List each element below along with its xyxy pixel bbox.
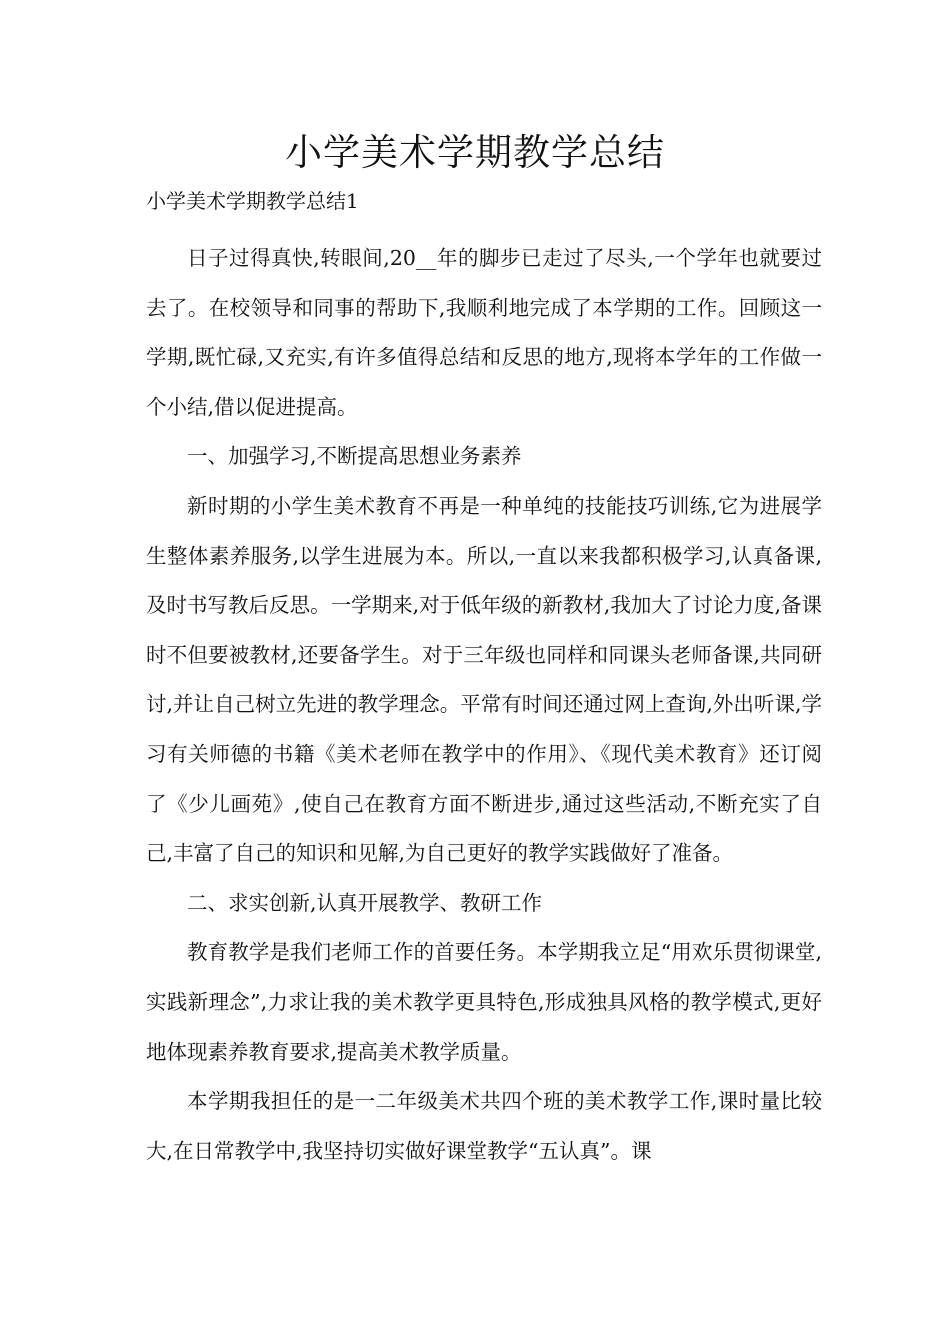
paragraph-intro: 日子过得真快,转眼间,20__年的脚步已走过了尽头,一个学年也就要过去了。在校领导和同事的帮助下,我顺利地完成了本学期的工作。回顾这一学期,既忙碌,又充实,有许多值得总结和反思的地方,现将本学年的工作做一个小结,借以促进提高。 — [146, 246, 822, 419]
section-heading-2: 二、求实创新,认真开展教学、教研工作 — [187, 890, 543, 915]
section-heading-1: 一、加强学习,不断提高思想业务素养 — [187, 444, 522, 469]
paragraph-section-2b: 本学期我担任的是一二年级美术共四个班的美术教学工作,课时量比较大,在日常教学中,我坚持切实做好课堂教学“五认真”。课 — [146, 1089, 822, 1163]
document-subtitle: 小学美术学期教学总结1 — [146, 189, 359, 213]
document-body — [146, 234, 822, 1176]
document-title: 小学美术学期教学总结 — [285, 131, 665, 174]
paragraph-section-2a: 教育教学是我们老师工作的首要任务。本学期我立足“用欢乐贯彻课堂,实践新理念”,力求让我的美术教学更具特色,形成独具风格的教学模式,更好地体现素养教育要求,提高美术教学质量。 — [146, 940, 822, 1064]
paragraph-section-1: 新时期的小学生美术教育不再是一种单纯的技能技巧训练,它为进展学生整体素养服务,以学生进展为本。所以,一直以来我都积极学习,认真备课,及时书写教后反思。一学期来,对于低年级的新教材,我加大了讨论力度,备课时不但要被教材,还要备学生。对于三年级也同样和同课头老师备课,共同研讨,并让自己树立先进的教学理念。平常有时间还通过网上查询,外出听课,学习有关师德的书籍《美术老师在教学中的作用》、《现代美术教育》还订阅了《少儿画苑》,使自己在教育方面不断进步,通过这些活动,不断充实了自己,丰富了自己的知识和见解,为自己更好的教学实践做好了准备。 — [146, 493, 822, 866]
